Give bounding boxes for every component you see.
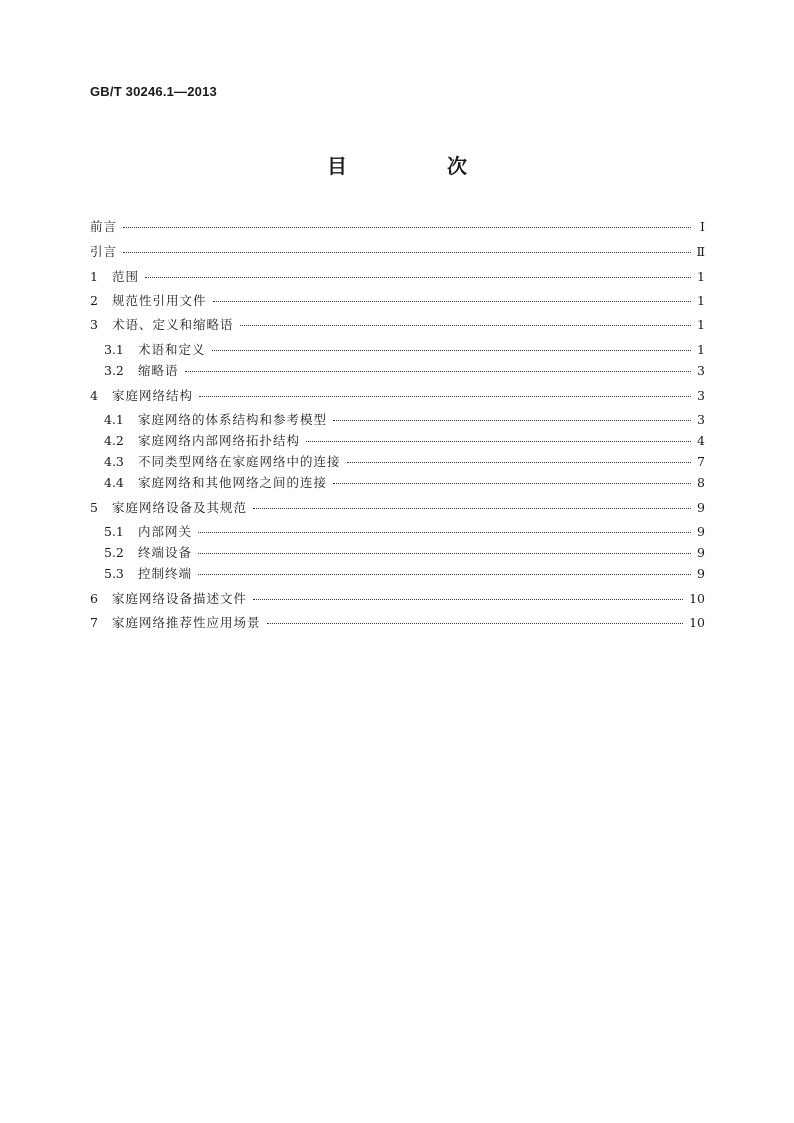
toc-entry-page: Ⅱ: [696, 244, 705, 259]
dot-leader: [123, 227, 691, 228]
toc-entry-number: 2: [90, 293, 98, 308]
toc-entry-number: 3.1: [104, 342, 124, 357]
toc-entry-label: 范围: [112, 269, 140, 284]
dot-leader: [199, 396, 691, 397]
toc-entry-label: 家庭网络推荐性应用场景: [112, 615, 261, 630]
toc-entry-label: 不同类型网络在家庭网络中的连接: [138, 454, 341, 469]
toc-entry[interactable]: [104, 474, 705, 492]
toc-entry-number: 4.4: [104, 475, 124, 490]
toc-entry-label: 术语、定义和缩略语: [112, 317, 234, 332]
toc-entry-label: 家庭网络和其他网络之间的连接: [138, 475, 328, 490]
toc-entry-page: 10: [689, 591, 705, 606]
toc-entry[interactable]: [104, 362, 705, 380]
toc-entry[interactable]: [90, 499, 705, 517]
toc-entry[interactable]: [104, 411, 705, 429]
dot-leader: [145, 277, 691, 278]
toc-entry-page: 1: [697, 293, 705, 308]
dot-leader: [333, 420, 691, 421]
toc-entry-label: 前言: [90, 219, 118, 234]
toc-entry-number: 3: [90, 317, 98, 332]
toc-entry-page: 9: [697, 566, 705, 581]
toc-entry-label: 规范性引用文件: [112, 293, 207, 308]
dot-leader: [198, 553, 691, 554]
dot-leader: [306, 441, 691, 442]
dot-leader: [333, 483, 691, 484]
toc-entry-number: 5: [90, 500, 98, 515]
toc-entry[interactable]: [104, 544, 705, 562]
dot-leader: [198, 532, 691, 533]
toc-entry[interactable]: [90, 614, 705, 632]
toc-entry-page: 3: [697, 388, 705, 403]
toc-entry-page: 8: [697, 475, 705, 490]
toc-entry-page: 1: [697, 269, 705, 284]
toc-entry-page: 1: [697, 317, 705, 332]
toc-entry-label: 终端设备: [138, 545, 193, 560]
dot-leader: [267, 623, 684, 624]
toc-entry-number: 4.1: [104, 412, 124, 427]
dot-leader: [123, 252, 690, 253]
toc-entry-number: 3.2: [104, 363, 124, 378]
toc-entry[interactable]: [90, 316, 705, 334]
document-code: GB/T 30246.1—2013: [90, 84, 217, 99]
toc-entry[interactable]: [104, 341, 705, 359]
toc-entry-number: 1: [90, 269, 98, 284]
toc-entry-number: 4: [90, 388, 98, 403]
dot-leader: [198, 574, 691, 575]
dot-leader: [253, 599, 683, 600]
dot-leader: [212, 350, 691, 351]
toc-entry[interactable]: [90, 590, 705, 608]
toc-entry-number: 5.1: [104, 524, 124, 539]
toc-entry-label: 家庭网络的体系结构和参考模型: [138, 412, 328, 427]
toc-entry-label: 控制终端: [138, 566, 193, 581]
toc-entry-page: 3: [697, 412, 705, 427]
toc-entry[interactable]: [104, 523, 705, 541]
dot-leader: [213, 301, 691, 302]
toc-entry-number: 4.2: [104, 433, 124, 448]
toc-entry-label: 家庭网络设备描述文件: [112, 591, 248, 606]
toc-entry-label: 引言: [90, 244, 118, 259]
dot-leader: [253, 508, 691, 509]
toc-entry-label: 缩略语: [138, 363, 179, 378]
toc-entry-number: 5.2: [104, 545, 124, 560]
toc-entry[interactable]: [90, 218, 705, 236]
toc-entry-label: 家庭网络设备及其规范: [112, 500, 248, 515]
toc-entry-number: 4.3: [104, 454, 124, 469]
toc-entry-page: Ⅰ: [700, 219, 705, 234]
toc-entry[interactable]: [90, 292, 705, 310]
dot-leader: [240, 325, 691, 326]
toc-entry[interactable]: [90, 268, 705, 286]
toc-entry-page: 9: [697, 545, 705, 560]
toc-entry-page: 9: [697, 524, 705, 539]
page-title: 目 次: [327, 154, 507, 178]
toc-entry-page: 9: [697, 500, 705, 515]
toc-entry[interactable]: [104, 453, 705, 471]
toc-entry-page: 10: [689, 615, 705, 630]
toc-entry[interactable]: [90, 243, 705, 261]
toc-entry-label: 术语和定义: [138, 342, 206, 357]
toc-entry-page: 4: [697, 433, 705, 448]
toc-entry-number: 5.3: [104, 566, 124, 581]
toc-entry-page: 7: [697, 454, 705, 469]
toc-entry[interactable]: [104, 565, 705, 583]
toc-entry[interactable]: [104, 432, 705, 450]
toc-entry-page: 3: [697, 363, 705, 378]
toc-entry-number: 7: [90, 615, 98, 630]
dot-leader: [347, 462, 691, 463]
toc-entry-label: 家庭网络结构: [112, 388, 194, 403]
toc-entry-label: 内部网关: [138, 524, 193, 539]
toc-entry-page: 1: [697, 342, 705, 357]
dot-leader: [185, 371, 691, 372]
toc-entry[interactable]: [90, 387, 705, 405]
toc-entry-number: 6: [90, 591, 98, 606]
toc-entry-label: 家庭网络内部网络拓扑结构: [138, 433, 301, 448]
